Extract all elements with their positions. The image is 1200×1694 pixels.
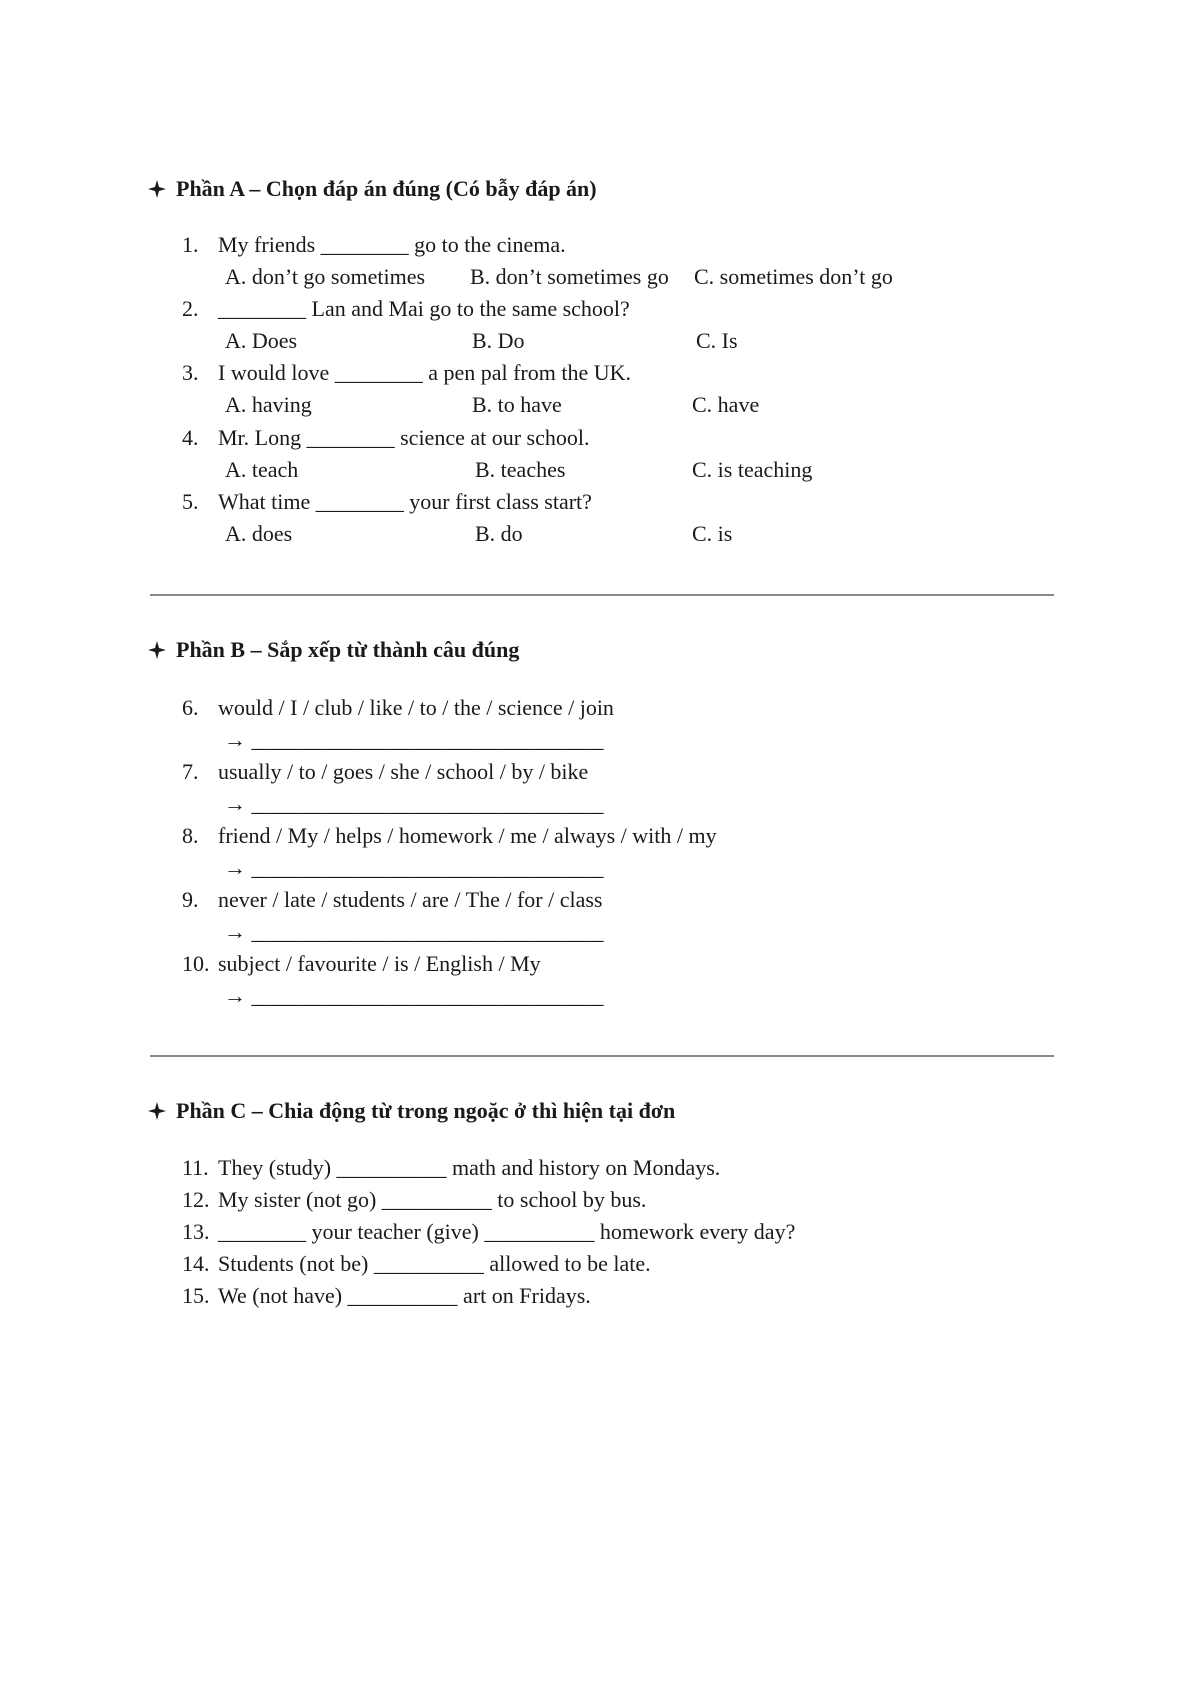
question-number: 5. (182, 489, 199, 514)
option-a: A. does (225, 521, 293, 546)
section-c-title (148, 1098, 675, 1124)
section-a-title (148, 176, 597, 202)
option-b: B. teaches (475, 457, 566, 482)
question-number: 14. (182, 1251, 210, 1276)
question-text: usually / to / goes / she / school / by / bike (218, 759, 589, 784)
option-a: A. teach (225, 457, 299, 482)
question-number: 6. (182, 695, 199, 720)
question-text: ________ Lan and Mai go to the same school? (218, 296, 630, 321)
question-text: We (not have) __________ art on Fridays. (218, 1283, 591, 1308)
option-b: B. do (475, 521, 523, 546)
answer-line: → ________________________________ (224, 855, 604, 880)
option-c: C. have (692, 392, 760, 417)
question-number: 3. (182, 360, 199, 385)
option-c: C. is (692, 521, 733, 546)
section-divider (150, 1055, 1054, 1057)
question-text: What time ________ your first class start? (218, 489, 592, 514)
answer-line: → ________________________________ (224, 983, 604, 1008)
section-b-title (148, 637, 519, 663)
section-b-title-text: Phần B – Sắp xếp từ thành câu đúng (176, 637, 520, 662)
four-pointed-star-icon (148, 176, 170, 202)
four-pointed-star-icon (148, 637, 170, 663)
question-text: subject / favourite / is / English / My (218, 951, 541, 976)
answer-line: → ________________________________ (224, 727, 604, 752)
question-number: 15. (182, 1283, 210, 1308)
question-number: 2. (182, 296, 199, 321)
question-text: My sister (not go) __________ to school by bus. (218, 1187, 647, 1212)
question-number: 1. (182, 232, 199, 257)
section-a-title-text: Phần A – Chọn đáp án đúng (Có bẫy đáp án) (176, 176, 597, 201)
option-c: C. Is (696, 328, 738, 353)
question-text: would / I / club / like / to / the / science / join (218, 695, 614, 720)
question-number: 10. (182, 951, 210, 976)
answer-line: → ________________________________ (224, 791, 604, 816)
question-text: ________ your teacher (give) __________ homework every day? (218, 1219, 796, 1244)
question-text: never / late / students / are / The / for / class (218, 887, 603, 912)
section-c-title-text: Phần C – Chia động từ trong ngoặc ở thì hiện tại đơn (176, 1098, 676, 1123)
question-text: friend / My / helps / homework / me / always / with / my (218, 823, 717, 848)
option-a: A. having (225, 392, 312, 417)
question-number: 8. (182, 823, 199, 848)
question-text: My friends ________ go to the cinema. (218, 232, 566, 257)
question-number: 7. (182, 759, 199, 784)
answer-line: → ________________________________ (224, 919, 604, 944)
question-number: 9. (182, 887, 199, 912)
question-number: 4. (182, 425, 199, 450)
question-text: Students (not be) __________ allowed to be late. (218, 1251, 651, 1276)
question-number: 12. (182, 1187, 210, 1212)
question-text: I would love ________ a pen pal from the UK. (218, 360, 632, 385)
question-number: 13. (182, 1219, 210, 1244)
option-b: B. to have (472, 392, 562, 417)
option-b: B. don’t sometimes go (470, 264, 669, 289)
option-c: C. is teaching (692, 457, 813, 482)
option-a: A. Does (225, 328, 298, 353)
question-text: Mr. Long ________ science at our school. (218, 425, 590, 450)
option-a: A. don’t go sometimes (225, 264, 426, 289)
question-text: They (study) __________ math and history on Mondays. (218, 1155, 721, 1180)
question-number: 11. (182, 1155, 209, 1180)
option-b: B. Do (472, 328, 525, 353)
section-divider (150, 594, 1054, 596)
four-pointed-star-icon (148, 1098, 170, 1124)
option-c: C. sometimes don’t go (694, 264, 893, 289)
